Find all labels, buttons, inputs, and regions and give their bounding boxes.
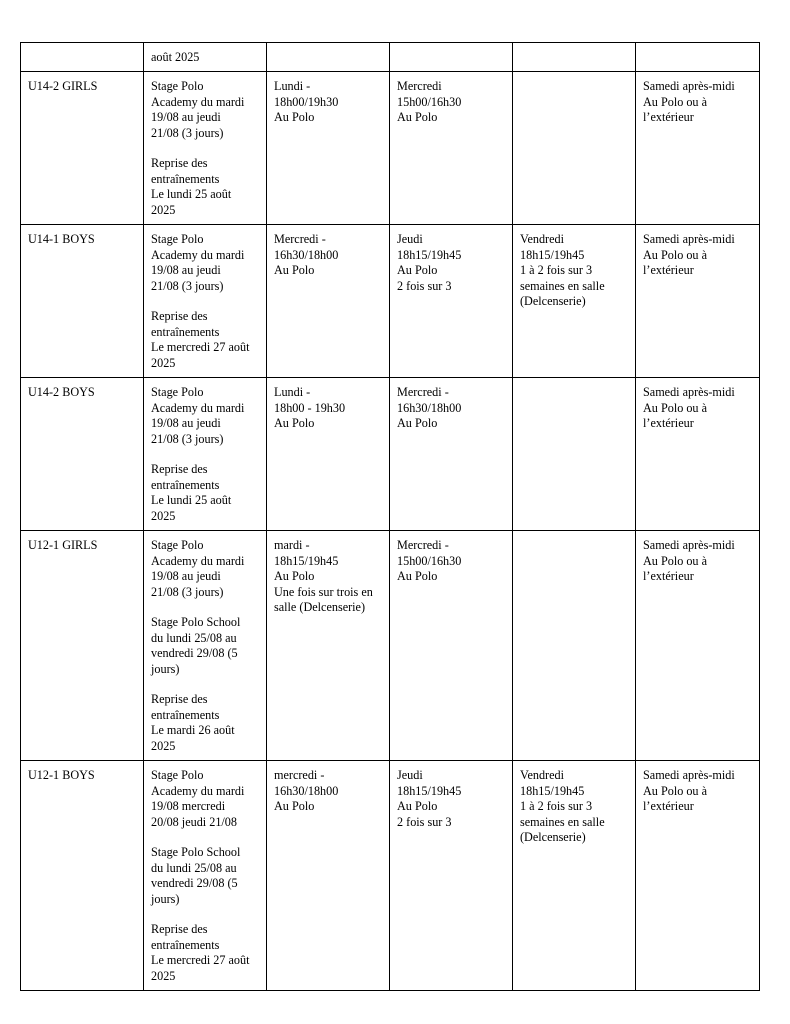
cell-text-line: l’extérieur xyxy=(643,263,694,278)
cell-text-line: Academy du mardi xyxy=(151,400,245,415)
cell-text-line: Jeudi xyxy=(397,768,423,783)
table-cell-stage-and-resumption xyxy=(144,43,267,72)
cell-text-line: Au Polo ou à xyxy=(643,783,707,798)
cell-text-line: vendredi 29/08 (5 xyxy=(151,876,238,891)
cell-text-line: 18h15/19h45 xyxy=(520,247,585,262)
cell-text-line: 16h30/18h00 xyxy=(397,400,462,415)
cell-text-line: entraînements xyxy=(151,707,220,722)
table-row xyxy=(21,72,760,225)
table-cell-weekend xyxy=(636,72,760,225)
cell-text-line: 18h15/19h45 xyxy=(397,247,462,262)
cell-paragraph xyxy=(151,615,260,677)
table-cell-stage-and-resumption xyxy=(144,761,267,991)
table-row xyxy=(21,43,760,72)
cell-text-line: 16h30/18h00 xyxy=(274,783,339,798)
cell-text-line: Au Polo ou à xyxy=(643,553,707,568)
table-cell-session-2 xyxy=(390,531,513,761)
cell-text-line: mardi - xyxy=(274,538,310,553)
cell-text-line: 15h00/16h30 xyxy=(397,553,462,568)
cell-text-line: 2025 xyxy=(151,355,176,370)
cell-text-line: Jeudi xyxy=(397,232,423,247)
cell-text-line: Vendredi xyxy=(520,232,564,247)
cell-text-line: août 2025 xyxy=(151,50,200,64)
cell-text-line: Stage Polo xyxy=(151,385,204,400)
cell-text-line: 19/08 au jeudi xyxy=(151,263,221,278)
table-cell-stage-and-resumption xyxy=(144,225,267,378)
cell-text-line: (Delcenserie) xyxy=(520,830,586,845)
cell-text-line: 21/08 (3 jours) xyxy=(151,584,224,599)
table-cell-session-2 xyxy=(390,761,513,991)
cell-text-line: Au Polo xyxy=(397,263,438,278)
table-cell-session-3 xyxy=(513,225,636,378)
cell-text-line: Au Polo xyxy=(274,799,315,814)
cell-text-line: Reprise des xyxy=(151,462,208,477)
cell-text-line: 15h00/16h30 xyxy=(397,94,462,109)
cell-text-line: 19/08 mercredi xyxy=(151,799,226,814)
cell-text-line: du lundi 25/08 au xyxy=(151,860,237,875)
table-cell-stage-and-resumption xyxy=(144,72,267,225)
cell-text-line: Stage Polo xyxy=(151,79,204,94)
cell-paragraph xyxy=(151,768,260,830)
cell-text-line: Academy du mardi xyxy=(151,783,245,798)
cell-text-line: Reprise des xyxy=(151,156,208,171)
cell-text-line: l’extérieur xyxy=(643,799,694,814)
cell-text-line: semaines en salle xyxy=(520,278,605,293)
cell-text-line: U14-1 BOYS xyxy=(28,232,95,247)
table-cell-team xyxy=(21,225,144,378)
cell-text-line: U12-1 GIRLS xyxy=(28,538,98,553)
cell-text-line: Mercredi - xyxy=(274,232,326,247)
cell-text-line: entraînements xyxy=(151,171,220,186)
cell-text-line: Au Polo xyxy=(397,799,438,814)
table-cell-session-2 xyxy=(390,72,513,225)
cell-text-line: vendredi 29/08 (5 xyxy=(151,646,238,661)
cell-text-line: l’extérieur xyxy=(643,569,694,584)
cell-text-line: U14-2 BOYS xyxy=(28,385,95,400)
cell-text-line: 18h15/19h45 xyxy=(520,783,585,798)
cell-text-line: Au Polo xyxy=(397,110,438,125)
table-cell-session-2 xyxy=(390,225,513,378)
cell-text-line: Reprise des xyxy=(151,922,208,937)
cell-text-line: Academy du mardi xyxy=(151,553,245,568)
cell-text-line: (Delcenserie) xyxy=(520,294,586,309)
table-cell-session-1 xyxy=(267,761,390,991)
cell-paragraph xyxy=(520,768,629,845)
table-cell-session-2 xyxy=(390,378,513,531)
cell-text-line: Stage Polo xyxy=(151,768,204,783)
cell-paragraph xyxy=(274,232,383,278)
cell-text-line: 18h15/19h45 xyxy=(397,783,462,798)
cell-paragraph xyxy=(151,79,260,141)
table-cell-team xyxy=(21,72,144,225)
cell-text-line: 21/08 (3 jours) xyxy=(151,278,224,293)
cell-paragraph xyxy=(151,156,260,218)
cell-paragraph xyxy=(643,79,753,125)
cell-paragraph xyxy=(397,232,506,294)
cell-text-line: U12-1 BOYS xyxy=(28,768,95,783)
cell-paragraph xyxy=(274,385,383,431)
cell-paragraph xyxy=(151,462,260,524)
cell-text-line: Lundi - xyxy=(274,79,311,94)
table-row xyxy=(21,761,760,991)
table-cell-session-1 xyxy=(267,72,390,225)
cell-text-line: 18h00 - 19h30 xyxy=(274,400,346,415)
cell-text-line: Le mardi 26 août xyxy=(151,723,235,738)
cell-text-line: 19/08 au jeudi xyxy=(151,110,221,125)
cell-text-line: Au Polo xyxy=(274,110,315,125)
table-cell-session-3 xyxy=(513,761,636,991)
cell-paragraph xyxy=(151,845,260,907)
cell-text-line: Au Polo ou à xyxy=(643,94,707,109)
cell-text-line: Stage Polo School xyxy=(151,615,241,630)
table-cell-weekend xyxy=(636,531,760,761)
cell-text-line: Le lundi 25 août xyxy=(151,493,232,508)
cell-text-line: 21/08 (3 jours) xyxy=(151,431,224,446)
table-cell-weekend xyxy=(636,43,760,72)
cell-text-line: 20/08 jeudi 21/08 xyxy=(151,814,237,829)
cell-text-line: Au Polo xyxy=(274,569,315,584)
table-cell-weekend xyxy=(636,225,760,378)
cell-paragraph xyxy=(151,309,260,371)
cell-text-line: Au Polo xyxy=(274,416,315,431)
cell-text-line: mercredi - xyxy=(274,768,325,783)
cell-paragraph xyxy=(28,768,137,783)
cell-text-line: du lundi 25/08 au xyxy=(151,630,237,645)
cell-paragraph xyxy=(151,538,260,600)
cell-text-line: 18h00/19h30 xyxy=(274,94,339,109)
table-cell-session-3 xyxy=(513,531,636,761)
cell-text-line: 2025 xyxy=(151,738,176,753)
cell-paragraph xyxy=(643,768,753,814)
cell-paragraph xyxy=(520,232,629,309)
cell-text-line: Le mercredi 27 août xyxy=(151,340,250,355)
cell-text-line: Academy du mardi xyxy=(151,94,245,109)
cell-text-line: Samedi après-midi xyxy=(643,232,735,247)
cell-paragraph xyxy=(151,50,260,65)
cell-text-line: Au Polo ou à xyxy=(643,400,707,415)
cell-text-line: 19/08 au jeudi xyxy=(151,569,221,584)
cell-paragraph xyxy=(28,79,137,94)
cell-text-line: Samedi après-midi xyxy=(643,79,735,94)
cell-text-line: Stage Polo School xyxy=(151,845,241,860)
cell-paragraph xyxy=(397,538,506,584)
cell-text-line: Mercredi xyxy=(397,79,442,94)
cell-text-line: 1 à 2 fois sur 3 xyxy=(520,263,593,278)
cell-text-line: Mercredi - xyxy=(397,385,449,400)
table-cell-weekend xyxy=(636,761,760,991)
cell-text-line: 18h15/19h45 xyxy=(274,553,339,568)
table-cell-session-3 xyxy=(513,72,636,225)
cell-text-line: Reprise des xyxy=(151,692,208,707)
table-row xyxy=(21,378,760,531)
cell-text-line: 2025 xyxy=(151,968,176,983)
table-cell-weekend xyxy=(636,378,760,531)
cell-text-line: Le lundi 25 août xyxy=(151,187,232,202)
cell-text-line: Stage Polo xyxy=(151,232,204,247)
cell-text-line: jours) xyxy=(151,661,180,676)
cell-paragraph xyxy=(397,79,506,125)
table-cell-session-3 xyxy=(513,43,636,72)
cell-text-line: 21/08 (3 jours) xyxy=(151,125,224,140)
cell-text-line: Samedi après-midi xyxy=(643,538,735,553)
table-cell-session-2 xyxy=(390,43,513,72)
cell-text-line: 19/08 au jeudi xyxy=(151,416,221,431)
cell-text-line: salle (Delcenserie) xyxy=(274,600,366,615)
table-cell-team xyxy=(21,378,144,531)
cell-paragraph xyxy=(274,79,383,125)
cell-text-line: Stage Polo xyxy=(151,538,204,553)
table-cell-stage-and-resumption xyxy=(144,531,267,761)
cell-text-line: Vendredi xyxy=(520,768,564,783)
cell-text-line: Au Polo xyxy=(397,569,438,584)
cell-text-line: 16h30/18h00 xyxy=(274,247,339,262)
cell-paragraph xyxy=(28,385,137,400)
cell-text-line: Au Polo xyxy=(274,263,315,278)
table-cell-team xyxy=(21,531,144,761)
cell-text-line: l’extérieur xyxy=(643,110,694,125)
cell-text-line: Mercredi - xyxy=(397,538,449,553)
table-cell-session-3 xyxy=(513,378,636,531)
cell-text-line: entraînements xyxy=(151,477,220,492)
cell-paragraph xyxy=(643,385,753,431)
table-row xyxy=(21,225,760,378)
cell-text-line: semaines en salle xyxy=(520,814,605,829)
cell-paragraph xyxy=(274,538,383,615)
cell-text-line: 2 fois sur 3 xyxy=(397,278,452,293)
cell-text-line: Samedi après-midi xyxy=(643,385,735,400)
cell-text-line: Reprise des xyxy=(151,309,208,324)
cell-text-line: 2025 xyxy=(151,202,176,217)
cell-text-line: Au Polo xyxy=(397,416,438,431)
cell-paragraph xyxy=(151,692,260,754)
table-cell-session-1 xyxy=(267,378,390,531)
cell-text-line: Le mercredi 27 août xyxy=(151,953,250,968)
cell-paragraph xyxy=(643,232,753,278)
schedule-table-body xyxy=(21,43,760,991)
cell-text-line: 2 fois sur 3 xyxy=(397,814,452,829)
schedule-table xyxy=(20,42,760,991)
cell-paragraph xyxy=(151,232,260,294)
cell-text-line: Une fois sur trois en xyxy=(274,584,373,599)
cell-text-line: 1 à 2 fois sur 3 xyxy=(520,799,593,814)
cell-text-line: entraînements xyxy=(151,324,220,339)
table-cell-session-1 xyxy=(267,225,390,378)
cell-paragraph xyxy=(151,922,260,984)
cell-text-line: entraînements xyxy=(151,937,220,952)
table-row xyxy=(21,531,760,761)
cell-paragraph xyxy=(643,538,753,584)
cell-paragraph xyxy=(151,385,260,447)
cell-text-line: Au Polo ou à xyxy=(643,247,707,262)
table-cell-session-1 xyxy=(267,531,390,761)
cell-text-line: l’extérieur xyxy=(643,416,694,431)
cell-paragraph xyxy=(397,385,506,431)
cell-paragraph xyxy=(28,232,137,247)
cell-paragraph xyxy=(274,768,383,814)
cell-text-line: Samedi après-midi xyxy=(643,768,735,783)
cell-paragraph xyxy=(397,768,506,830)
table-cell-stage-and-resumption xyxy=(144,378,267,531)
cell-text-line: Lundi - xyxy=(274,385,311,400)
table-cell-session-1 xyxy=(267,43,390,72)
table-cell-team xyxy=(21,43,144,72)
cell-text-line: Academy du mardi xyxy=(151,247,245,262)
cell-text-line: U14-2 GIRLS xyxy=(28,79,98,94)
cell-text-line: 2025 xyxy=(151,508,176,523)
cell-paragraph xyxy=(28,538,137,553)
cell-text-line: jours) xyxy=(151,891,180,906)
table-cell-team xyxy=(21,761,144,991)
